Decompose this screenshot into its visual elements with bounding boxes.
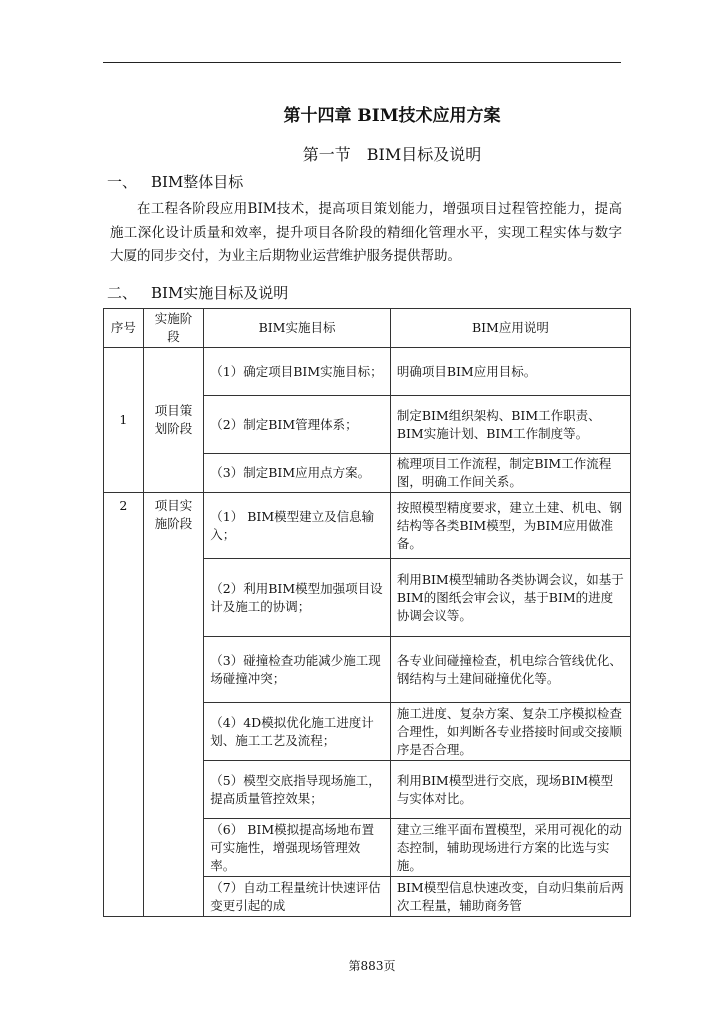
desc-cell: 明确项目BIM应用目标。 — [390, 348, 630, 396]
desc-cell: 建立三维平面布置模型，采用可视化的动态控制，辅助现场进行方案的比选与实施。 — [390, 819, 630, 877]
desc-cell: 制定BIM组织架构、BIM工作职责、BIM实施计划、BIM工作制度等。 — [390, 396, 630, 454]
goal-cell: （3）碰撞检查功能减少施工现场碰撞冲突； — [204, 637, 391, 703]
goal-cell: （7）自动工程量统计快速评估变更引起的成 — [204, 877, 391, 917]
goal-cell: （2）制定BIM管理体系； — [204, 396, 391, 454]
header-rule — [103, 62, 621, 63]
seq-cell: 1 — [104, 348, 144, 493]
desc-cell: 利用BIM模型辅助各类协调会议，如基于BIM的图纸会审会议，基于BIM的进度协调会议等。 — [390, 559, 630, 637]
heading-implementation-goals — [107, 282, 288, 303]
goal-cell: （2）利用BIM模型加强项目设计及施工的协调； — [204, 559, 391, 637]
desc-cell: 利用BIM模型进行交底，现场BIM模型与实体对比。 — [390, 761, 630, 819]
desc-cell: 施工进度、复杂方案、复杂工序模拟检查合理性，如判断各专业搭接时间或交接顺序是否合理。 — [390, 703, 630, 761]
header-desc: BIM应用说明 — [390, 309, 630, 348]
desc-cell: 各专业间碰撞检查，机电综合管线优化、钢结构与土建间碰撞优化等。 — [390, 637, 630, 703]
bim-goals-table — [103, 308, 631, 917]
overall-goal-paragraph: 在工程各阶段应用BIM技术，提高项目策划能力，增强项目过程管控能力，提高施工深化设计质量和效率，提升项目各阶段的精细化管理水平，实现工程实体与数字大厦的同步交付，为业主后期物业运营维护服务提供帮助。 — [110, 201, 622, 264]
chapter-title: 第十四章 BIM技术应用方案 — [283, 106, 501, 126]
seq-cell: 2 — [104, 493, 144, 917]
page-number: 第883页 — [348, 959, 396, 973]
stage-cell: 项目策划阶段 — [143, 348, 204, 493]
heading-text: BIM实施目标及说明 — [151, 284, 289, 302]
heading-number: 二、 — [107, 284, 138, 302]
heading-overall-goals — [107, 171, 243, 192]
goal-cell: （5）模型交底指导现场施工，提高质量管控效果； — [204, 761, 391, 819]
goal-cell: （4）4D模拟优化施工进度计划、施工工艺及流程； — [204, 703, 391, 761]
table-row — [104, 348, 631, 396]
heading-number: 一、 — [107, 173, 138, 191]
header-goal: BIM实施目标 — [204, 309, 391, 348]
table-row — [104, 493, 631, 559]
section-title: 第一节 BIM目标及说明 — [302, 145, 482, 164]
desc-cell: BIM模型信息快速改变，自动归集前后两次工程量，辅助商务管 — [390, 877, 630, 917]
stage-cell: 项目实施阶段 — [143, 493, 204, 917]
table-header-row — [104, 309, 631, 348]
goal-cell: （3）制定BIM应用点方案。 — [204, 454, 391, 493]
header-seq: 序号 — [104, 309, 144, 348]
desc-cell: 梳理项目工作流程，制定BIM工作流程图，明确工作间关系。 — [390, 454, 630, 493]
goal-cell: （6） BIM模拟提高场地布置可实施性，增强现场管理效率。 — [204, 819, 391, 877]
goal-cell: （1）确定项目BIM实施目标； — [204, 348, 391, 396]
heading-text: BIM整体目标 — [151, 173, 244, 191]
goal-cell: （1） BIM模型建立及信息输入； — [204, 493, 391, 559]
header-stage: 实施阶段 — [143, 309, 204, 348]
desc-cell: 按照模型精度要求，建立土建、机电、钢结构等各类BIM模型，为BIM应用做准备。 — [390, 493, 630, 559]
